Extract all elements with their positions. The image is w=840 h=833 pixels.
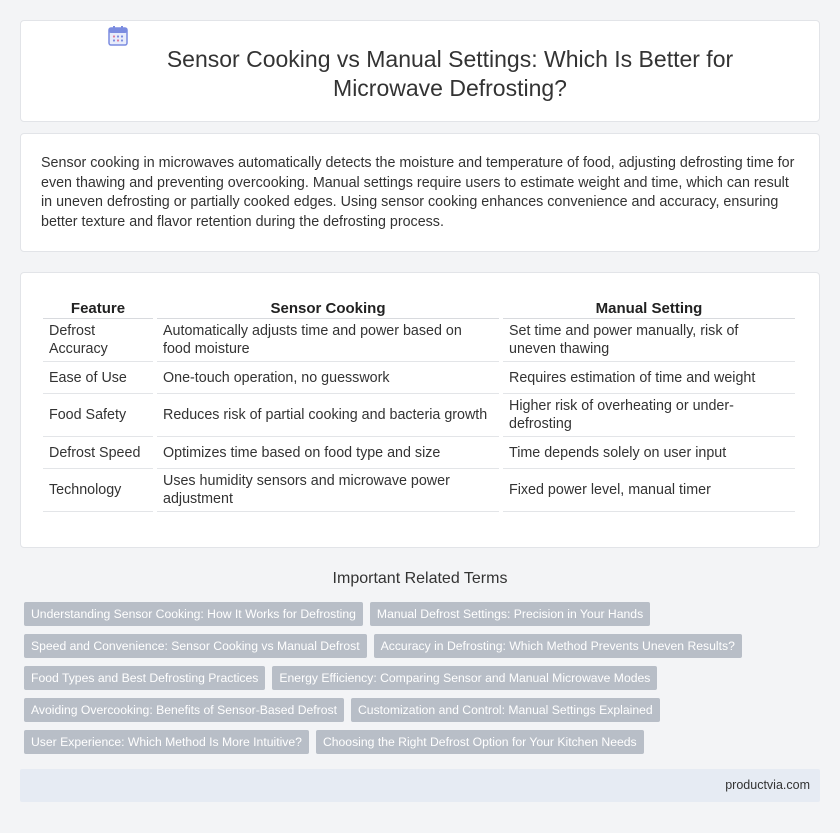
related-term-tag[interactable]: Customization and Control: Manual Settings Explained: [351, 698, 660, 722]
table-cell: Optimizes time based on food type and size: [157, 437, 499, 469]
comparison-card: [20, 272, 820, 548]
column-header: Feature: [43, 295, 153, 319]
related-term-tag[interactable]: Understanding Sensor Cooking: How It Works for Defrosting: [24, 602, 363, 626]
related-term-tag[interactable]: User Experience: Which Method Is More Intuitive?: [24, 730, 309, 754]
tag-row: [24, 698, 816, 722]
table-row: [43, 469, 795, 512]
title-card: [20, 20, 820, 122]
table-cell: Technology: [43, 469, 153, 512]
related-term-tag[interactable]: Avoiding Overcooking: Benefits of Sensor-Based Defrost: [24, 698, 344, 722]
comparison-table: [39, 295, 799, 512]
table-cell: Uses humidity sensors and microwave power adjustment: [157, 469, 499, 512]
intro-paragraph: Sensor cooking in microwaves automatically detects the moisture and temperature of food, adjusting defrosting time for even thawing and preventing overcooking. Manual settings require users to estimate weight and time, which can result in uneven defrosting or partially cooked edges. Using sensor cooking enhances convenience and accuracy, ensuring better texture and flavor retention during the defrosting process.: [41, 155, 795, 230]
related-term-tag[interactable]: Food Types and Best Defrosting Practices: [24, 666, 265, 690]
related-term-tag[interactable]: Choosing the Right Defrost Option for Your Kitchen Needs: [316, 730, 644, 754]
table-row: [43, 319, 795, 362]
table-cell: Reduces risk of partial cooking and bacteria growth: [157, 394, 499, 437]
table-cell: Time depends solely on user input: [503, 437, 795, 469]
column-header: Manual Setting: [503, 295, 795, 319]
table-cell: Defrost Speed: [43, 437, 153, 469]
table-row: [43, 437, 795, 469]
site-link[interactable]: productvia.com: [725, 778, 810, 792]
tag-row: [24, 602, 816, 626]
page-title: Sensor Cooking vs Manual Settings: Which Is Better for Microwave Defrosting?: [166, 46, 734, 101]
related-terms-heading: Important Related Terms: [332, 570, 508, 587]
calendar-icon: [107, 25, 129, 47]
table-row: [43, 394, 795, 437]
tag-row: [24, 730, 816, 754]
table-cell: Fixed power level, manual timer: [503, 469, 795, 512]
tag-row: [24, 666, 816, 690]
related-term-tag[interactable]: Speed and Convenience: Sensor Cooking vs Manual Defrost: [24, 634, 367, 658]
related-terms-list: [24, 602, 816, 762]
table-cell: Defrost Accuracy: [43, 319, 153, 362]
table-cell: Set time and power manually, risk of uneven thawing: [503, 319, 795, 362]
intro-card: [20, 133, 820, 252]
tag-row: [24, 634, 816, 658]
footer-bar: [20, 769, 820, 802]
related-term-tag[interactable]: Energy Efficiency: Comparing Sensor and Manual Microwave Modes: [272, 666, 657, 690]
table-cell: One-touch operation, no guesswork: [157, 362, 499, 394]
table-cell: Automatically adjusts time and power based on food moisture: [157, 319, 499, 362]
table-cell: Ease of Use: [43, 362, 153, 394]
table-cell: Higher risk of overheating or under-defrosting: [503, 394, 795, 437]
table-cell: Food Safety: [43, 394, 153, 437]
table-cell: Requires estimation of time and weight: [503, 362, 795, 394]
table-header-row: [43, 295, 795, 319]
table-row: [43, 362, 795, 394]
related-term-tag[interactable]: Manual Defrost Settings: Precision in Your Hands: [370, 602, 650, 626]
related-term-tag[interactable]: Accuracy in Defrosting: Which Method Prevents Uneven Results?: [374, 634, 742, 658]
column-header: Sensor Cooking: [157, 295, 499, 319]
